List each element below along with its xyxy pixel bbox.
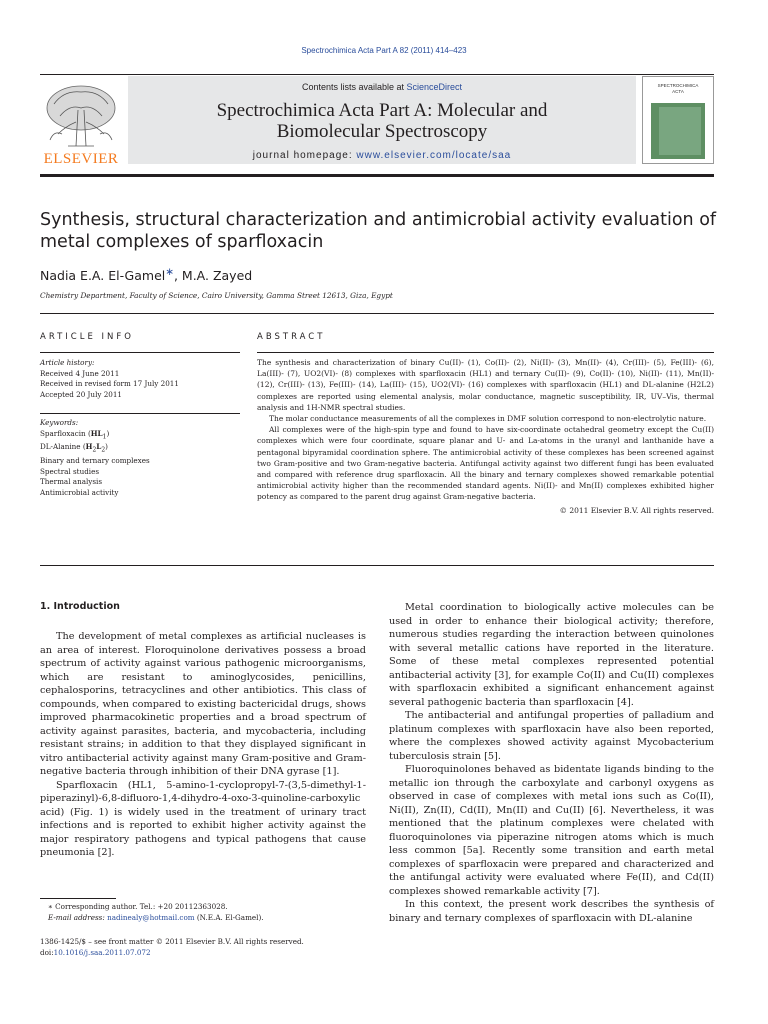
history-label: Article history:: [40, 358, 95, 367]
keyword-item: Thermal analysis: [40, 477, 103, 487]
body-paragraph: In this context, the present work describes the synthesis of binary and ternary complexes of sparfloxacin with DL-alanine: [389, 899, 714, 924]
elsevier-wordmark: ELSEVIER: [43, 151, 119, 167]
kw1-suffix: ): [106, 428, 110, 438]
email-suffix: (N.E.A. El-Gamel).: [194, 912, 264, 922]
header-rule: [40, 313, 714, 314]
cover-title-line1: SPECTROCHIMICA: [657, 83, 699, 88]
affiliation: Chemistry Department, Faculty of Science, Cairo University, Gamma Street 12613, Giza, Egypt: [40, 291, 393, 300]
homepage-prefix: journal homepage:: [252, 150, 357, 161]
keyword-item: Antimicrobial activity: [40, 487, 119, 497]
body-column-left: [40, 630, 366, 860]
abstract-paragraph-1: The synthesis and characterization of binary Cu(II)- (1), Co(II)- (2), Ni(II)- (3), Mn(II)- (4), Cr(III)- (5), Fe(III)- (6), La(III)- (7), UO2(VI)- (8) complexes with sparfloxacin (HL1) and ternary Cu(II)- (9), Co(II)- (10), Ni(II)- (11), Mn(II)- (12), Cr(III)- (13), Fe(III)- (14), La(III)- (15), UO2(VI)- (16) complexes with sparfloxacin (HL1) and DL-alanine (H2L2) complexes are reported using elemental analysis, molar conductance, magnetic susceptibility, IR, UV–Vis, thermal analysis and 1H-NMR spectral studies.: [257, 358, 714, 412]
keywords-rule: [40, 413, 240, 414]
kw2-bold-a: H: [85, 442, 93, 452]
kw1-sub: 1: [102, 432, 107, 440]
received-date: Received 4 June 2011: [40, 368, 120, 378]
article-title: [40, 209, 720, 253]
journal-cover-thumbnail[interactable]: [642, 76, 714, 164]
author-name: Nadia E.A. El-Gamel: [40, 268, 166, 284]
info-rule: [40, 352, 240, 353]
accepted-date: Accepted 20 July 2011: [40, 389, 122, 399]
issn-line: 1386-1425/$ – see front matter © 2011 Elsevier B.V. All rights reserved.: [40, 937, 304, 946]
email-label: E-mail address:: [48, 912, 108, 922]
footnote-rule: [40, 898, 116, 899]
cover-image-inner: [659, 107, 701, 155]
abstract-heading: ABSTRACT: [257, 332, 326, 342]
abstract-rule: [257, 352, 714, 353]
footnote: [48, 902, 366, 923]
body-paragraph: The antibacterial and antifungal properties of palladium and platinum complexes with sparfloxacin have also been reported, where the complexes showed activity against Mycobacterium tuberculosis strain [5].: [389, 710, 714, 762]
issn-doi-block: [40, 937, 358, 958]
keyword-item: Spectral studies: [40, 466, 100, 476]
body-paragraph: The development of metal complexes as artificial nucleases is an area of interest. Floroquinolone derivatives possess a broad spectrum of activity against various pathogenic microorganisms, which are resistant to aminoglycosides, penicillins, cephalosporins, tetracyclines and other antibiotics. This class of compounds, when compared to existing bactericidal drugs, shows improved pharmacokinetic properties and a broad spectrum of activity against parasites, bacteria, and mycobacteria, including resistant strains; in addition to that they displayed significant in vitro antibacterial activity against many Gram-positive and Gram-negative bacteria through inhibition of their DNA gyrase [1].: [40, 631, 366, 777]
abstract-paragraph-2: The molar conductance measurements of all the complexes in DMF solution correspond to non-electrolytic nature.: [269, 414, 707, 424]
info-bottom-rule: [40, 565, 714, 566]
sciencedirect-link[interactable]: ScienceDirect: [406, 82, 463, 92]
keywords: [40, 418, 240, 498]
copyright: © 2011 Elsevier B.V. All rights reserved.: [559, 505, 714, 515]
body-paragraph: Metal coordination to biologically active molecules can be used in order to enhance their biological activity; therefore, numerous studies regarding the interaction between quinolones with several metallic cations have reported in the literature. Some of these metal complexes represented potential antibacterial activity [3], for example Co(II) and Cu(II) complexes with sparfloxacin exhibited a significant enhancement against several pathogenic bacteria than sparfloxacin [4].: [389, 602, 714, 708]
keyword-item: [40, 442, 240, 456]
journal-title: [128, 100, 636, 142]
author-list: [40, 266, 252, 283]
keywords-label: Keywords:: [40, 418, 79, 427]
section-heading-introduction: 1. Introduction: [40, 601, 120, 612]
body-paragraph: Sparfloxacin (HL1, 5-amino-1-cyclopropyl-7-(3,5-dimethyl-1-piperazinyl)-6,8-difluoro-1,4-dihydro-4-oxo-3-quinoline-carboxylic acid) (Fig. 1) is widely used in the treatment of urinary tract infections and is reported to exhibit higher activity against the major respiratory pathogens and typical pathogens that cause pneumonia [2].: [40, 779, 366, 858]
doi-line: [40, 948, 358, 959]
article-title-line2: metal complexes of sparfloxacin: [40, 232, 324, 252]
author-name: , M.A. Zayed: [173, 268, 253, 284]
journal-title-box: [128, 76, 636, 164]
cover-title-line2: ACTA: [672, 89, 684, 94]
email-line: [48, 913, 366, 924]
kw2-bold-b: L: [96, 442, 102, 452]
doi-link[interactable]: 10.1016/j.saa.2011.07.072: [53, 947, 151, 957]
revised-date: Received in revised form 17 July 2011: [40, 379, 179, 388]
kw2-sub-b: 2: [101, 446, 106, 454]
corresponding-author-mark[interactable]: ∗: [165, 266, 174, 278]
kw1-prefix: Sparfloxacin (: [40, 428, 91, 438]
doi-label: doi:: [40, 947, 54, 957]
journal-title-line1: Spectrochimica Acta Part A: Molecular and: [216, 100, 548, 121]
kw2-suffix: ): [105, 442, 108, 452]
keyword-item: Binary and ternary complexes: [40, 456, 150, 466]
journal-banner: [40, 74, 714, 167]
kw2-prefix: DL-Alanine (: [40, 442, 86, 452]
article-info-heading: ARTICLE INFO: [40, 332, 134, 342]
contents-line: [128, 82, 636, 92]
keyword-item: [40, 429, 240, 443]
kw2-sub-a: 2: [92, 446, 97, 454]
kw1-bold: HL: [90, 428, 103, 438]
abstract-paragraph-3: All complexes were of the high-spin type and found to have six-coordinate octahedral geometry except the Cu(II) complexes which were four coordinate, square planar and U- and La-atoms in the uranyl and lanthanide have a pentagonal bipyramidal coordination sphere. The antimicrobial activity of these complexes has been screened against two Gram-positive and two Gram-negative bacteria. Antifungal activity against two different fungi has been evaluated and compared with reference drug sparfloxacin. All the binary and ternary complexes showed remarkable potential antimicrobial activity higher than the recommended standard agents. Ni(II)- and Mn(II) complexes exhibited higher potency as compared to the parent drug against Gram-negative bacteria.: [257, 425, 714, 502]
journal-homepage: [128, 150, 636, 161]
abstract-body: [257, 357, 714, 516]
cover-title: [643, 83, 713, 95]
corresponding-author-note: ∗ Corresponding author. Tel.: +20 20112363028.: [48, 902, 228, 911]
email-link[interactable]: nadinealy@hotmail.com: [107, 912, 195, 922]
homepage-link[interactable]: www.elsevier.com/locate/saa: [356, 150, 512, 161]
body-column-right: [389, 601, 714, 925]
banner-top-rule: [40, 74, 714, 75]
article-history: [40, 358, 240, 400]
banner-bottom-rule: [40, 174, 714, 177]
journal-title-line2: Biomolecular Spectroscopy: [276, 121, 488, 142]
running-head[interactable]: Spectrochimica Acta Part A 82 (2011) 414–423: [301, 46, 467, 55]
article-title-line1: Synthesis, structural characterization and antimicrobial activity evaluation of: [40, 210, 717, 230]
contents-prefix: Contents lists available at: [301, 82, 407, 92]
body-paragraph: Fluoroquinolones behaved as bidentate ligands binding to the metallic ion through the carboxylate and carbonyl oxygens as observed in case of complexes with metal ions such as Co(II), Ni(II), Zn(II), Cd(II), Mn(II) and Cu(II) [6]. Nevertheless, it was mentioned that the platinum complexes were chelated with fluoroquinolones via piperazine nitrogen atoms which is much less common [5a]. Recently some transition and earth metal complexes of sparfloxacin were prepared and characterized and the antifungal activity were evaluated where Fe(II), and Cd(II) complexes showed remarkable activity [7].: [389, 764, 714, 897]
